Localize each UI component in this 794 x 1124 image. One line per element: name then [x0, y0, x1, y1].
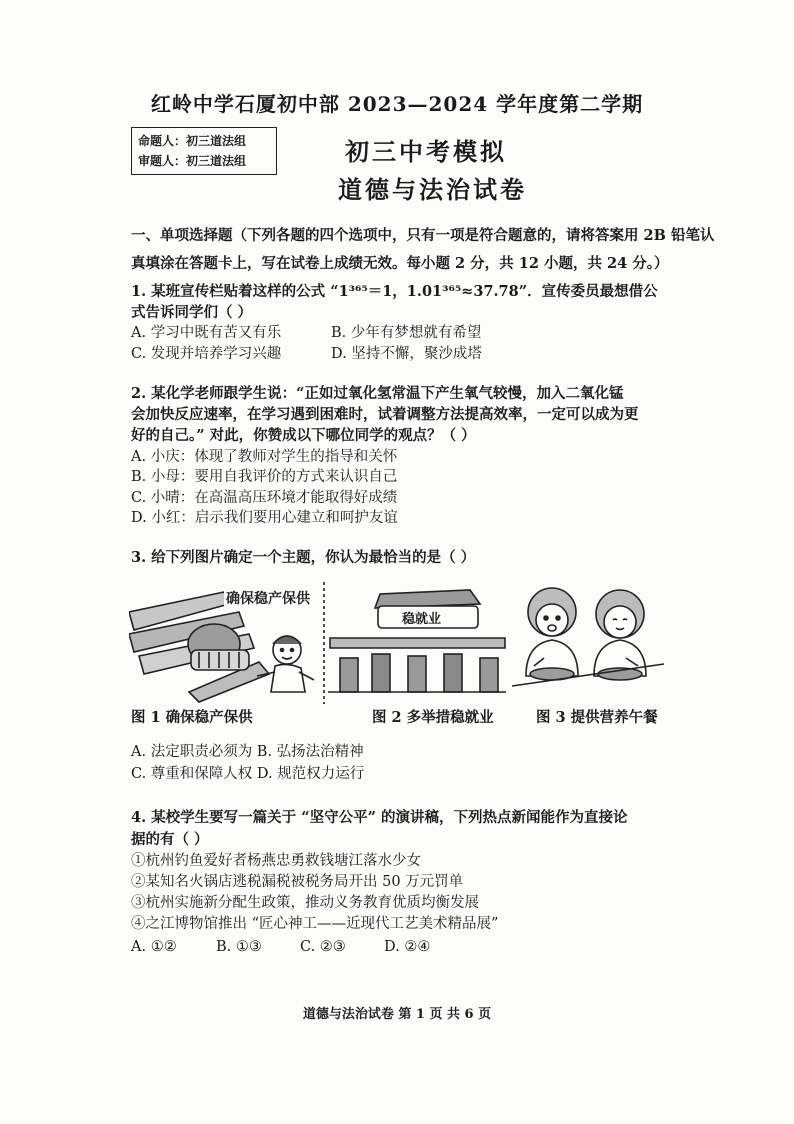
section-heading-line2: 真填涂在答题卡上，写在试卷上成绩无效。每小题 2 分，共 12 小题，共 24 分。） — [131, 255, 669, 272]
q2-option-a: A. 小庆：体现了教师对学生的指导和关怀 — [131, 449, 398, 465]
figure1-caption: 图 1 确保稳产保供 — [131, 709, 253, 726]
q1-option-d: D. 坚持不懈，聚沙成塔 — [331, 346, 482, 362]
reviewer-text: 审题人：初三道法组 — [138, 154, 247, 168]
q4-item-1: ①杭州钓鱼爱好者杨燕忠勇救钱塘江落水少女 — [131, 853, 421, 869]
figure1-harvest-image — [129, 582, 319, 704]
q4-item-2: ②某知名火锅店逃税漏税被税务局开出 50 万元罚单 — [131, 874, 464, 890]
figure1-banner-text: 确保稳产保供 — [226, 591, 310, 607]
q2-stem-line2: 会加快反应速率，在学习遇到困难时，试着调整方法提高效率，一定可以成为更 — [131, 406, 639, 423]
exam-subject-title: 道德与法治试卷 — [338, 175, 527, 204]
exam-title: 初三中考模拟 — [345, 137, 507, 166]
q3-stem: 3. 给下列图片确定一个主题，你认为最恰当的是（ ） — [131, 549, 476, 566]
q1-stem-line1: 1. 某班宣传栏贴着这样的公式 “1³⁶⁵＝1，1.01³⁶⁵≈37.78”．宣传委员最想借公 — [131, 283, 658, 300]
q4-stem-line2: 据的有（ ） — [131, 831, 209, 848]
section-heading-line1: 一、单项选择题（下列各题的四个选项中，只有一项是符合题意的，请将答案用 2B 铅笔认 — [131, 227, 715, 244]
figure2-employment-image — [320, 582, 510, 704]
figure3-lunch-image — [512, 582, 664, 704]
q1-stem-line2: 式告诉同学们（ ） — [131, 304, 253, 321]
proposer-box — [131, 127, 277, 175]
q2-option-d: D. 小红：启示我们要用心建立和呵护友谊 — [131, 510, 398, 526]
school-term-title: 红岭中学石厦初中部 2023—2024 学年度第二学期 — [150, 92, 644, 116]
figure2-caption: 图 2 多举措稳就业 — [372, 709, 494, 726]
q2-option-c: C. 小晴：在高温高压环境才能取得好成绩 — [131, 490, 398, 506]
q1-option-c: C. 发现并培养学习兴趣 — [131, 346, 282, 362]
q4-item-3: ③杭州实施新分配生政策，推动义务教育优质均衡发展 — [131, 895, 479, 911]
q2-stem-line3: 好的自己。” 对此，你赞成以下哪位同学的观点？（ ） — [131, 427, 476, 444]
page-footer: 道德与法治试卷 第 1 页 共 6 页 — [302, 1007, 492, 1022]
q4-option-d: D. ②④ — [384, 939, 431, 955]
q4-option-b: B. ①③ — [216, 939, 262, 955]
q4-stem-line1: 4. 某校学生要写一篇关于 “坚守公平” 的演讲稿，下列热点新闻能作为直接论 — [131, 809, 628, 826]
q4-item-4: ④之江博物馆推出 “匠心神工——近现代工艺美术精品展” — [131, 916, 499, 932]
q4-option-c: C. ②③ — [300, 939, 346, 955]
q3-options-ab: A. 法定职责必须为 B. 弘扬法治精神 — [131, 744, 364, 760]
proposer-text: 命题人：初三道法组 — [138, 134, 247, 148]
q2-option-b: B. 小母：要用自我评价的方式来认识自己 — [131, 469, 398, 485]
q3-options-cd: C. 尊重和保障人权 D. 规范权力运行 — [131, 766, 365, 782]
figure3-caption: 图 3 提供营养午餐 — [536, 709, 658, 726]
q1-option-b: B. 少年有梦想就有希望 — [331, 325, 482, 341]
q4-option-a: A. ①② — [131, 939, 177, 955]
q1-option-a: A. 学习中既有苦又有乐 — [131, 325, 282, 341]
figure2-banner-text: 稳就业 — [402, 612, 442, 627]
q2-stem-line1: 2. 某化学老师跟学生说：“正如过氧化氢常温下产生氧气较慢，加入二氧化锰 — [131, 385, 624, 402]
